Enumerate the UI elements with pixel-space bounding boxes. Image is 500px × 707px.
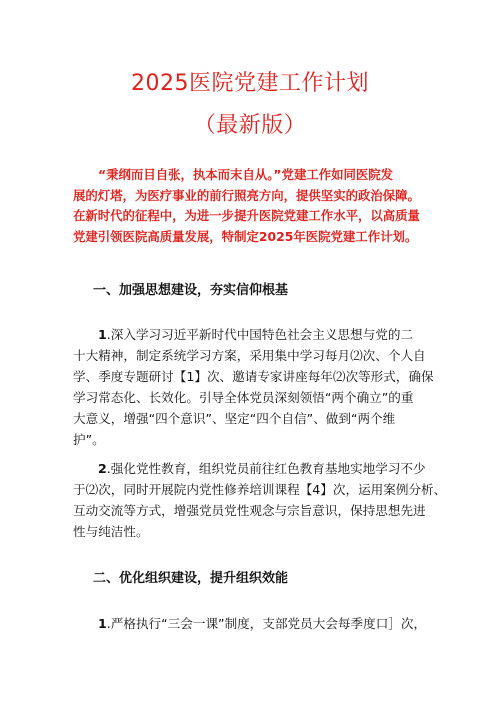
intro-line: 在新时代的征程中，为进一步提升医院党建工作水平，以高质量: [73, 208, 420, 223]
paragraph-line: 互动交流等方式，增强党员党性观念与宗旨意识，保持思想先进: [73, 503, 426, 518]
paragraph-line: 学习常态化、长效化。引导全体党员深刻领悟“两个确立”的重: [73, 390, 414, 405]
paragraph-line: [73, 458, 435, 479]
intro-line: “秉纲而目自张，执本而末自从。”党建工作如同医院发: [98, 167, 394, 182]
paragraph-line: 十大精神，制定系统学习方案，采用集中学习每月⑵次、个人自: [73, 348, 426, 363]
paragraph-line: 学、季度专题研讨【1】次、邀请专家讲座每年⑵次等形式，确保: [73, 369, 434, 384]
intro-paragraph: [73, 165, 435, 247]
item-number: 2: [98, 461, 107, 476]
intro-line: 党建引领医院高质量发展，特制定2025年医院党建工作计划。: [73, 228, 418, 244]
paragraph-line: 大意义，增强“四个意识”、坚定“四个自信”、做到“两个维: [73, 411, 396, 426]
paragraph-text: .强化党性教育，组织党员前往红色教育基地实地学习不少: [106, 461, 426, 476]
paragraph-line: 性与纯洁性。: [73, 524, 149, 539]
item-number: 1: [98, 616, 107, 631]
paragraph-line: [73, 613, 435, 634]
section1-item1-paragraph: [73, 324, 435, 450]
paragraph-text: .严格执行“三会一课”制度，支部党员大会每季度口］次，: [106, 616, 427, 631]
paragraph-line: 护”。: [73, 432, 105, 447]
paragraph-line: 于⑵次，同时开展院内党性修养培训课程【4】次，运用案例分析、: [73, 482, 447, 497]
paragraph-text: .深入学习习近平新时代中国特色社会主义思想与党的二: [106, 327, 414, 342]
section-heading-2: 二、优化组织建设，提升组织效能: [93, 571, 289, 586]
section1-item2-paragraph: [73, 458, 447, 542]
intro-line: 展的灯塔，为医疗事业的前行照亮方向，提供坚实的政治保障。: [73, 187, 420, 203]
document-subtitle: （最新版）: [193, 113, 307, 138]
document-title: 2025医院党建工作计划: [131, 71, 369, 96]
item-number: 1: [98, 327, 107, 342]
section-heading-1: 一、加强思想建设，夯实信仰根基: [93, 283, 289, 298]
paragraph-line: [73, 324, 435, 345]
section2-item1-paragraph: [73, 613, 435, 634]
